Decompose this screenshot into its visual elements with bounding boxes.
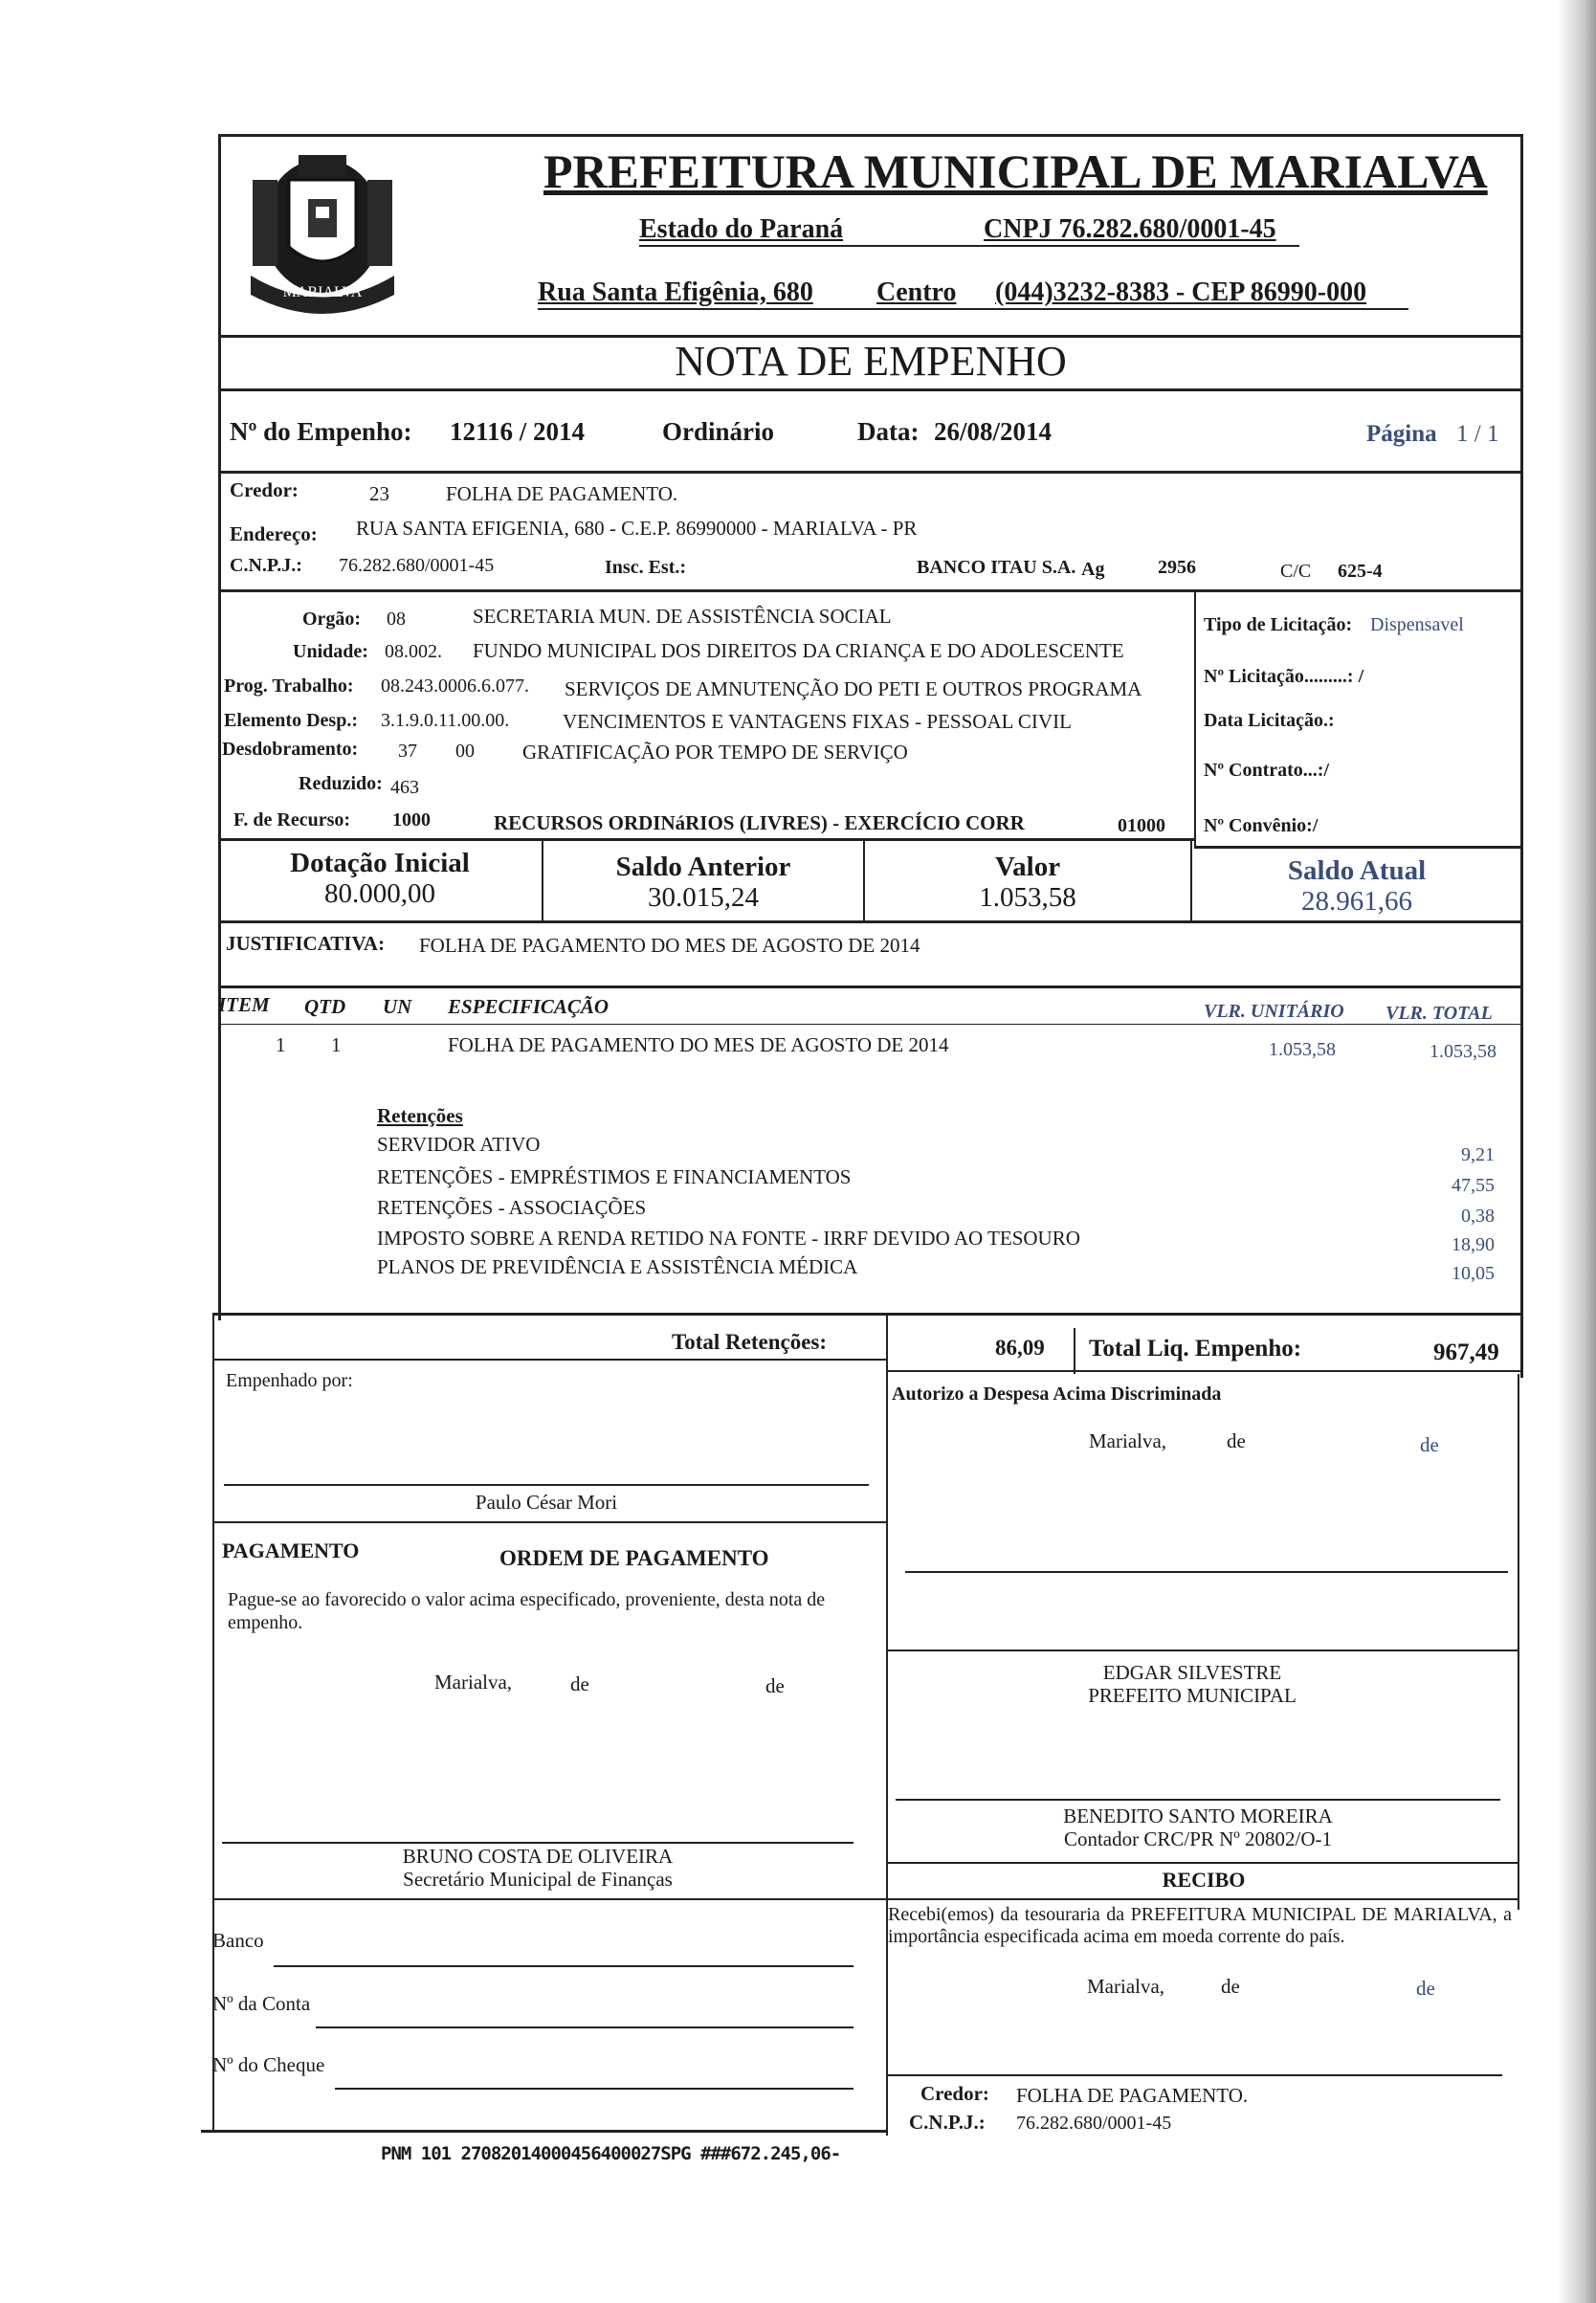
empenhado-label: Empenhado por: [226, 1370, 353, 1391]
address-label: Endereço: [230, 522, 318, 545]
retencoes-title: Retenções [377, 1104, 463, 1127]
retencao-label: SERVIDOR ATIVO [377, 1133, 541, 1156]
desdobramento-code2: 00 [455, 741, 475, 762]
pagamento-de1: de [570, 1672, 589, 1695]
elemento-label: Elemento Desp.: [224, 710, 358, 731]
header-phone-cep: (044)3232-8383 - CEP 86990-000 [995, 277, 1367, 307]
saldo-atual-label: Saldo Atual [1287, 855, 1427, 886]
cheque-label: Nº do Cheque [212, 2053, 325, 2076]
recibo-title: RECIBO [1162, 1868, 1246, 1892]
recibo-de1: de [1221, 1975, 1240, 1998]
cheque-field-line[interactable] [335, 2088, 853, 2090]
recibo-place: Marialva, [1087, 1975, 1165, 1998]
frame-right-upper [1520, 134, 1523, 1378]
pagamento-text: Pague-se ao favorecido o valor acima especificado, proveniente, desta nota de empenho. [228, 1589, 826, 1633]
justificativa-bottom-line [218, 985, 1523, 988]
balance-divider-3 [1190, 840, 1192, 922]
reduzido-code: 463 [390, 777, 419, 798]
items-header-unit: VLR. UNITÁRIO [1204, 1001, 1344, 1022]
autorizo-bottom-line [888, 1650, 1519, 1651]
dotacao-inicial-label: Dotação Inicial [290, 848, 470, 878]
contador-bottom-line [888, 1862, 1519, 1864]
conta-label: Nº da Conta [212, 1992, 311, 2015]
unidade-code: 08.002. [385, 641, 442, 662]
retencao-value: 47,55 [1452, 1175, 1495, 1196]
autorizo-de1: de [1227, 1429, 1246, 1452]
justificativa-label: JUSTIFICATIVA: [226, 932, 386, 955]
dotacao-inicial-value: 80.000,00 [324, 878, 435, 909]
total-liq-label: Total Liq. Empenho: [1089, 1336, 1302, 1362]
retencao-label: RETENÇÕES - EMPRÉSTIMOS E FINANCIAMENTOS [377, 1165, 852, 1188]
prefeito-signature-line [905, 1571, 1508, 1573]
secretario-signature-line [222, 1842, 853, 1844]
prog-trabalho-code: 08.243.0006.6.077. [381, 675, 529, 697]
valor-label: Valor [994, 852, 1061, 882]
recibo-cnpj-label: C.N.P.J.: [909, 2111, 986, 2134]
credor-label: Credor: [230, 478, 299, 501]
doc-title-bottom-line [218, 388, 1523, 391]
ordem-pagamento-title: ORDEM DE PAGAMENTO [499, 1546, 769, 1570]
autorizo-title: Autorizo a Despesa Acima Discriminada [892, 1384, 1222, 1405]
retencao-label: PLANOS DE PREVIDÊNCIA E ASSISTÊNCIA MÉDICA [377, 1255, 858, 1278]
licitacao-convenio: Nº Convênio:/ [1204, 815, 1319, 836]
credor-cnpj: 76.282.680/0001-45 [339, 555, 495, 576]
licitacao-data: Data Licitação.: [1204, 710, 1335, 731]
empenhado-bottom-line [212, 1521, 888, 1523]
page-number: 1 / 1 [1456, 421, 1499, 447]
empenho-number: 12116 / 2014 [450, 417, 586, 446]
items-header-un: UN [383, 995, 412, 1018]
bank-ag: 2956 [1158, 557, 1196, 578]
item-spec: FOLHA DE PAGAMENTO DO MES DE AGOSTO DE 2014 [448, 1033, 949, 1056]
recibo-de2: de [1416, 1977, 1435, 2000]
credor-cnpj-label: C.N.P.J.: [230, 555, 302, 576]
desdobramento-desc: GRATIFICAÇÃO POR TEMPO DE SERVIÇO [522, 741, 908, 764]
balance-divider-1 [542, 840, 543, 922]
recurso-extra: 01000 [1118, 815, 1165, 836]
retencao-label: RETENÇÕES - ASSOCIAÇÕES [377, 1196, 647, 1219]
header-state: Estado do Paraná [639, 214, 844, 244]
retencao-value: 10,05 [1452, 1263, 1495, 1284]
secretario-role: Secretário Municipal de Finanças [403, 1868, 673, 1891]
municipal-seal [232, 142, 413, 314]
recibo-signature-line [888, 2074, 1502, 2076]
totals-right-underline [886, 1370, 1523, 1372]
pagamento-place: Marialva, [434, 1671, 513, 1694]
items-header-spec: ESPECIFICAÇÃO [448, 995, 610, 1018]
desdobramento-code: 37 [398, 741, 417, 762]
items-header-qtd: QTD [304, 995, 346, 1018]
recibo-credor-label: Credor: [920, 2082, 989, 2105]
retencao-label: IMPOSTO SOBRE A RENDA RETIDO NA FONTE - IRRF DEVIDO AO TESOURO [377, 1227, 1080, 1250]
elemento-code: 3.1.9.0.11.00.00. [381, 710, 510, 731]
conta-field-line[interactable] [316, 2026, 853, 2028]
licitacao-tipo-label: Tipo de Licitação: [1204, 614, 1353, 635]
pagamento-title: PAGAMENTO [222, 1539, 360, 1562]
orgao-code: 08 [387, 609, 406, 630]
page-label: Página [1366, 421, 1437, 447]
elemento-desc: VENCIMENTOS E VANTAGENS FIXAS - PESSOAL CIVIL [563, 710, 1072, 733]
frame-left-upper [218, 134, 221, 1320]
banco-field-line[interactable] [274, 1965, 853, 1967]
recibo-title-underline [888, 1898, 1519, 1900]
totals-divider-1 [886, 1315, 888, 1374]
classification-bottom-line-right [1194, 846, 1523, 849]
orgao-desc: SECRETARIA MUN. DE ASSISTÊNCIA SOCIAL [473, 605, 892, 628]
balance-divider-2 [863, 840, 865, 922]
seal-text: MARIALVA [282, 284, 363, 300]
lower-middle-divider [886, 1370, 888, 2136]
bank-cc: 625-4 [1338, 561, 1383, 582]
credor-bottom-line [218, 589, 1523, 592]
recibo-credor: FOLHA DE PAGAMENTO. [1016, 2084, 1249, 2107]
recibo-cnpj: 76.282.680/0001-45 [1016, 2113, 1172, 2134]
empenhado-signature-line [224, 1484, 869, 1486]
recurso-code: 1000 [392, 809, 431, 830]
saldo-anterior-label: Saldo Anterior [615, 852, 791, 882]
banco-label: Banco [212, 1929, 264, 1952]
item-qtd: 1 [331, 1033, 342, 1056]
licitacao-tipo: Dispensavel [1370, 614, 1464, 635]
licitacao-numero: Nº Licitação.........: / [1204, 666, 1364, 687]
retencao-value: 0,38 [1461, 1206, 1495, 1227]
item-unit-value: 1.053,58 [1269, 1039, 1336, 1060]
contador-name: BENEDITO SANTO MOREIRA [1063, 1805, 1333, 1827]
autorizo-place: Marialva, [1089, 1429, 1167, 1452]
valor-value: 1.053,58 [979, 882, 1076, 913]
secretario-name: BRUNO COSTA DE OLIVEIRA [402, 1845, 674, 1868]
empenho-date: 26/08/2014 [934, 417, 1053, 446]
item-number: 1 [276, 1033, 286, 1056]
bank-ag-label: Ag [1081, 559, 1105, 580]
header-title: PREFEITURA MUNICIPAL DE MARIALVA [543, 144, 1488, 198]
classification-divider [1194, 591, 1196, 848]
prog-trabalho-desc: SERVIÇOS DE AMNUTENÇÃO DO PETI E OUTROS PROGRAMA [565, 677, 1142, 700]
credor-code: 23 [369, 482, 389, 505]
bank-name: BANCO ITAU S.A. [917, 557, 1076, 578]
insc-est-label: Insc. Est.: [605, 557, 687, 578]
header-address-underline [538, 308, 1408, 310]
prefeito-role: PREFEITO MUNICIPAL [1088, 1684, 1297, 1707]
pagamento-bottom-line [212, 1898, 888, 1900]
item-total-value: 1.053,58 [1430, 1041, 1496, 1062]
prefeito-name: EDGAR SILVESTRE [1102, 1661, 1282, 1684]
footer-barcode-text: PNM 101 27082014000456400027SPG ###672.245,06- [381, 2143, 841, 2164]
items-header-total: VLR. TOTAL [1385, 1003, 1493, 1024]
balances-bottom-line [218, 920, 1523, 923]
classification-bottom-line-left [218, 838, 1196, 841]
bank-cc-label: C/C [1280, 561, 1312, 582]
desdobramento-label: Desdobramento: [222, 739, 359, 760]
saldo-atual-value: 28.961,66 [1301, 886, 1412, 917]
pagamento-de2: de [765, 1674, 785, 1697]
empenho-number-label: Nº do Empenho: [230, 417, 412, 446]
totals-top-line [212, 1313, 1523, 1316]
total-liq-value: 967,49 [1433, 1340, 1499, 1365]
header-state-underline [639, 245, 1299, 247]
retencao-value: 9,21 [1461, 1144, 1495, 1165]
autorizo-de2: de [1420, 1433, 1439, 1456]
recurso-label: F. de Recurso: [233, 809, 351, 830]
contador-role: Contador CRC/PR Nº 20802/O-1 [1063, 1827, 1333, 1850]
doc-title: NOTA DE EMPENHO [675, 338, 1067, 385]
credor-name: FOLHA DE PAGAMENTO. [446, 482, 678, 505]
prog-trabalho-label: Prog. Trabalho: [224, 675, 354, 697]
header-street: Rua Santa Efigênia, 680 [538, 277, 813, 307]
empenho-type: Ordinário [662, 417, 775, 446]
total-retencoes-value: 86,09 [995, 1336, 1045, 1360]
empenho-bottom-line [218, 471, 1523, 474]
frame-bottom-left [201, 2130, 888, 2133]
justificativa-text: FOLHA DE PAGAMENTO DO MES DE AGOSTO DE 2014 [419, 934, 920, 957]
page-edge-shadow [1558, 0, 1596, 2303]
frame-top [218, 134, 1523, 137]
licitacao-contrato: Nº Contrato...:/ [1204, 760, 1330, 781]
contador-signature-line [896, 1799, 1500, 1801]
recibo-text: Recebi(emos) da tesouraria da PREFEITURA MUNICIPAL DE MARIALVA, a importância especificada acima em moeda corrente do país. [888, 1904, 1512, 1947]
saldo-anterior-value: 30.015,24 [648, 882, 759, 913]
empenho-date-label: Data: [857, 417, 920, 446]
orgao-label: Orgão: [302, 609, 362, 630]
totals-left-underline [212, 1359, 888, 1361]
header-cnpj: CNPJ 76.282.680/0001-45 [984, 214, 1276, 244]
unidade-label: Unidade: [293, 641, 368, 662]
reduzido-label: Reduzido: [299, 773, 383, 794]
address-value: RUA SANTA EFIGENIA, 680 - C.E.P. 86990000 - MARIALVA - PR [356, 517, 918, 540]
total-retencoes-label: Total Retenções: [672, 1330, 828, 1354]
retencao-value: 18,90 [1452, 1234, 1495, 1255]
totals-divider-2 [1074, 1328, 1075, 1374]
empenhado-name: Paulo César Mori [475, 1491, 618, 1514]
header-district: Centro [876, 277, 957, 307]
frame-right-lower [1518, 1374, 1519, 1910]
recurso-desc: RECURSOS ORDINáRIOS (LIVRES) - EXERCÍCIO CORR [494, 811, 1025, 834]
unidade-desc: FUNDO MUNICIPAL DOS DIREITOS DA CRIANÇA E DO ADOLESCENTE [473, 639, 1124, 662]
items-header-underline [218, 1024, 1523, 1025]
items-header-item: ITEM [218, 993, 270, 1016]
